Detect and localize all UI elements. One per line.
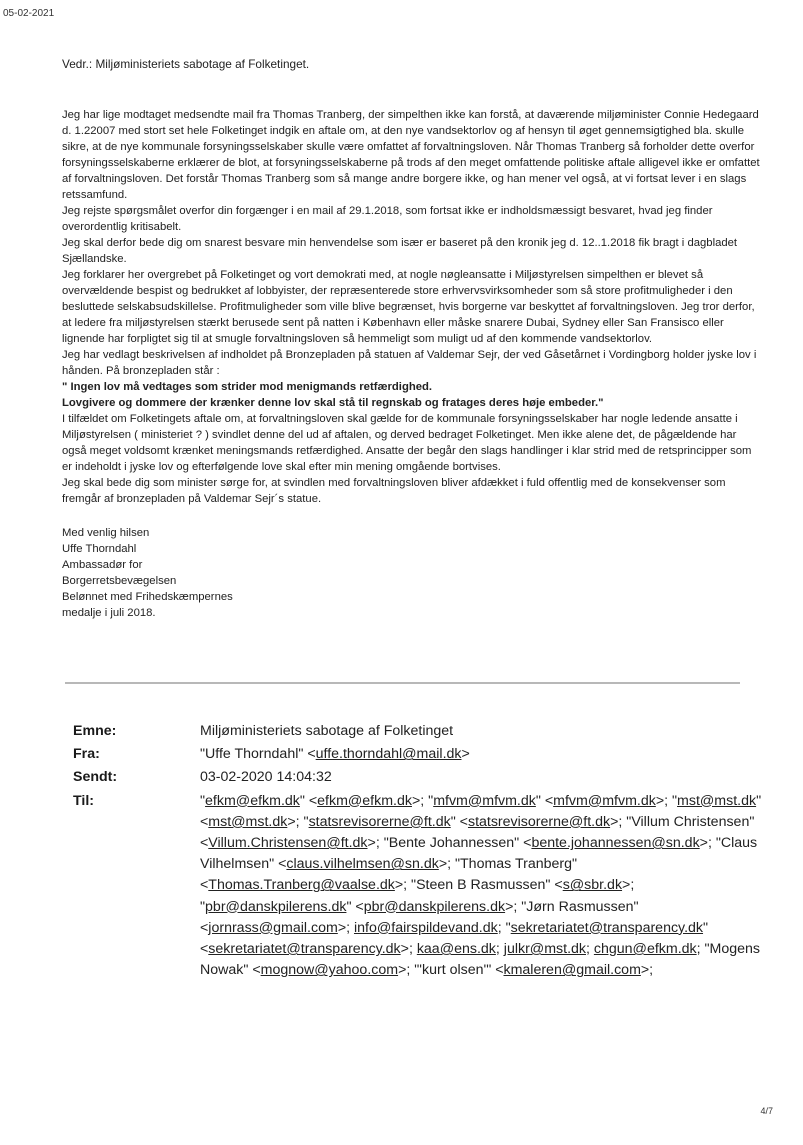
recipient-sep: " < bbox=[200, 919, 709, 958]
recipient-list bbox=[200, 791, 773, 982]
recipient-end: >; bbox=[610, 813, 627, 830]
recipient-email-link[interactable]: mfvm@mfvm.dk bbox=[553, 792, 656, 809]
recipient bbox=[354, 920, 506, 936]
recipient-end: >; bbox=[411, 792, 429, 809]
paragraph: Jeg forklarer her overgrebet på Folketinget og vort demokrati med, at nogle nøgleansatte i Miljøstyrelsen simpelthen er blevet så overvældende bespist og bedrukket af lobbyister, der repræsenterede store erhvervsvirksomheder som så store profitmuligheder i den besluttede selskabsudskillelse. Profitmuligheder som ville blive begrænset, hvis borgerne var beskyttet af forvaltningsloven. Jeg tror derfor, at ledere fra miljøstyrelsen stærkt berusede sent på natten i København eller måske snarere Dubai, Sydney eller San Fransisco eller lignende har forpligtet sig til at smugle forvaltningsloven så hemmeligt som muligt ud af den kommende vandsektorlov. bbox=[62, 269, 755, 345]
recipient-name: " bbox=[505, 919, 511, 936]
from-name: "Uffe Thorndahl" < bbox=[200, 746, 316, 763]
signature-line: Belønnet med Frihedskæmpernes bbox=[62, 591, 233, 603]
recipient-name: "Thomas Tranberg" < bbox=[200, 856, 578, 894]
recipient-email-link[interactable]: sekretariatet@transparency.dk bbox=[208, 941, 401, 958]
recipient-name: " bbox=[200, 792, 206, 809]
recipient-email-link[interactable]: sekretariatet@transparency.dk bbox=[510, 919, 704, 936]
signature-line: Ambassadør for bbox=[62, 559, 143, 571]
recipient-end: ; bbox=[696, 941, 705, 958]
paragraph: Jeg skal bede dig som minister sørge for, at svindlen med forvaltningsloven bliver afdækket i fuld offentlig med de konsekvenser som fremgår af bronzepladen på Valdemar Sejr´s statue. bbox=[62, 477, 726, 505]
recipient-name: " bbox=[303, 813, 309, 830]
page-date: 05-02-2021 bbox=[3, 8, 55, 19]
recipient-end: >; bbox=[699, 835, 716, 852]
recipient-email-link[interactable]: efkm@efkm.dk bbox=[205, 792, 300, 809]
recipient-end: >; bbox=[337, 919, 354, 936]
recipient-sep: " < bbox=[346, 898, 364, 915]
subject-label: Emne: bbox=[73, 723, 117, 739]
recipient-email-link[interactable]: julkr@mst.dk bbox=[503, 941, 586, 958]
signature-line: medalje i juli 2018. bbox=[62, 607, 156, 619]
recipient bbox=[304, 814, 627, 830]
letter-body bbox=[62, 56, 762, 621]
from-close: > bbox=[461, 746, 470, 763]
recipient bbox=[411, 877, 634, 893]
signature-line: Med venlig hilsen bbox=[62, 527, 150, 539]
recipient-end: >; bbox=[622, 877, 635, 894]
sent-label: Sendt: bbox=[73, 769, 118, 786]
recipient-email-link[interactable]: statsrevisorerne@ft.dk bbox=[308, 813, 451, 830]
page-number: 4/7 bbox=[760, 1106, 773, 1116]
recipient-name: " bbox=[672, 792, 678, 809]
subject-value: Miljøministeriets sabotage af Folketinget bbox=[200, 723, 454, 739]
recipient-sep: " < bbox=[535, 792, 554, 809]
recipient-email-link[interactable]: efkm@efkm.dk bbox=[317, 792, 412, 809]
recipient-end: >; bbox=[398, 962, 415, 979]
signature bbox=[62, 525, 762, 621]
to-row bbox=[73, 791, 773, 982]
subject-row bbox=[73, 721, 773, 742]
recipient-email-link[interactable]: claus.vilhelmsen@sn.dk bbox=[286, 856, 439, 873]
paragraph: I tilfældet om Folketingets aftale om, at forvaltningsloven skal gælde for de kommunale forsyningsselskaber har nogle ledende ansatte i Miljøstyrelsen ( ministeriet ? ) svindlet denne del ud af aftalen, og derved bedraget Folketinget. Men ikke alene det, de pågældende har også meget voldsomt krænket meningsmands retfærdighed. Ansatte der begår den slags handlinger i klar strid med de retsprincipper som er indeholdt i jyske lov og efterfølgende love skal efter min mening omgående bortvises. bbox=[62, 413, 752, 473]
recipient-name: "Jørn Rasmussen" < bbox=[200, 898, 639, 936]
signature-line: Borgerretsbevægelsen bbox=[62, 575, 177, 587]
recipient-name: " bbox=[428, 792, 434, 809]
recipient bbox=[200, 793, 428, 809]
recipient-email-link[interactable]: s@sbr.dk bbox=[562, 877, 623, 894]
recipient bbox=[594, 941, 705, 957]
recipient bbox=[428, 793, 672, 809]
recipient-name: " bbox=[200, 898, 206, 915]
recipient-email-link[interactable]: info@fairspildevand.dk bbox=[353, 919, 498, 936]
recipient-email-link[interactable]: mst@mst.dk bbox=[208, 813, 288, 830]
recipient-name: "'kurt olsen'" < bbox=[414, 962, 504, 979]
recipient-sep: " < bbox=[200, 792, 762, 830]
recipient-end: >; bbox=[640, 962, 654, 979]
recipient-end: >; bbox=[367, 835, 384, 852]
recipient-end: >; bbox=[655, 792, 672, 809]
recipient-sep: " < bbox=[450, 813, 468, 830]
signature-line: Uffe Thorndahl bbox=[62, 543, 137, 555]
recipient-name: "Bente Johannessen" < bbox=[383, 835, 532, 852]
paragraph: Jeg rejste spørgsmålet overfor din forgænger i en mail af 29.1.2018, som fortsat ikke er indholdsmæssigt besvaret, hvad jeg finder overordentlig kritisabelt. bbox=[62, 205, 713, 233]
from-value bbox=[200, 744, 773, 765]
recipient-email-link[interactable]: pbr@danskpilerens.dk bbox=[363, 898, 506, 915]
recipient-sep: " < bbox=[299, 792, 318, 809]
paragraph: Jeg har vedlagt beskrivelsen af indholdet på Bronzepladen på statuen af Valdemar Sejr, der ved Gåsetårnet i Vordingborg holder jyske lov i hånden. På bronzepladen står : bbox=[62, 349, 757, 377]
paragraph: Jeg har lige modtaget medsendte mail fra Thomas Tranberg, der simpelthen ikke kan forstå, at daværende miljøminister Connie Hedegaard d. 1.22007 med stort set hele Folketinget indgik en aftale om, at den nye vandsektorlov og af hensyn til øget gennemsigtighed bla. skulle sikre, at de nye kommunale forsyningsselskaber skulle være omfattet af forvaltningsloven. Når Thomas Tranberg så forholder dette overfor forsyningsselskaberne erklærer de blot, at forsyningsselskaberne på trods af den meget omfattende politiske aftale alligevel ikke er omfattet af forvaltningsloven. Det forstår Thomas Tranberg som så mange andre borgere ikke, og han mener vel også, at vi fortsat lever i en slags retssamfund. bbox=[62, 109, 760, 201]
recipient-name: "Mogens Nowak" < bbox=[200, 941, 761, 979]
divider bbox=[65, 682, 740, 684]
recipient-end: >; bbox=[287, 813, 304, 830]
quote-line: Lovgivere og dommere der krænker denne lov skal stå til regnskab og fratages deres høje embeder." bbox=[62, 397, 604, 409]
recipient-end: ; bbox=[495, 941, 504, 958]
recipient bbox=[384, 835, 716, 851]
recipient-end: >; bbox=[400, 941, 417, 958]
recipient bbox=[504, 941, 594, 957]
recipient bbox=[200, 899, 521, 915]
from-row bbox=[73, 744, 773, 765]
recipient-email-link[interactable]: kaa@ens.dk bbox=[416, 941, 496, 958]
recipient-email-link[interactable]: Villum.Christensen@ft.dk bbox=[208, 835, 368, 852]
paragraph: Jeg skal derfor bede dig om snarest besvare min henvendelse som især er baseret på den kronik jeg d. 12..1.2018 fik bragt i dagbladet Sjællandske. bbox=[62, 237, 738, 265]
recipient bbox=[417, 941, 504, 957]
recipient-end: >; bbox=[394, 877, 412, 894]
recipient-end: ; bbox=[497, 919, 506, 936]
recipient-email-link[interactable]: statsrevisorerne@ft.dk bbox=[467, 813, 611, 830]
recipient-name: "Steen B Rasmussen" < bbox=[411, 877, 563, 894]
recipient-email-link[interactable]: Thomas.Tranberg@vaalse.dk bbox=[208, 877, 395, 894]
from-email-link[interactable]: uffe.thorndahl@mail.dk bbox=[315, 746, 462, 763]
recipient-name: "Claus Vilhelmsen" < bbox=[200, 835, 758, 873]
recipient-email-link[interactable]: jornrass@gmail.com bbox=[208, 919, 338, 936]
recipient-end: >; bbox=[505, 898, 522, 915]
recipient-email-link[interactable]: pbr@danskpilerens.dk bbox=[205, 898, 347, 915]
recipient-email-link[interactable]: bente.johannessen@sn.dk bbox=[531, 835, 700, 852]
sent-value: 03-02-2020 14:04:32 bbox=[200, 769, 332, 786]
from-label: Fra: bbox=[73, 746, 100, 763]
recipient bbox=[414, 962, 653, 978]
email-header bbox=[73, 721, 773, 983]
sent-row bbox=[73, 767, 773, 788]
recipient-name: "Villum Christensen" < bbox=[200, 813, 755, 852]
quote-line: " Ingen lov må vedtages som strider mod menigmands retfærdighed. bbox=[62, 381, 433, 393]
recipient-email-link[interactable]: kmaleren@gmail.com bbox=[503, 962, 641, 979]
to-label: Til: bbox=[73, 792, 95, 809]
recipient-email-link[interactable]: chgun@efkm.dk bbox=[593, 941, 697, 958]
recipient-email-link[interactable]: mst@mst.dk bbox=[677, 792, 757, 809]
recipient-email-link[interactable]: mognow@yahoo.com bbox=[260, 962, 399, 979]
recipient-end: ; bbox=[586, 941, 594, 958]
recipient-email-link[interactable]: mfvm@mfvm.dk bbox=[433, 792, 536, 809]
letter-subject: Vedr.: Miljøministeriets sabotage af Folketinget. bbox=[62, 57, 310, 71]
recipient-end: >; bbox=[438, 856, 455, 873]
